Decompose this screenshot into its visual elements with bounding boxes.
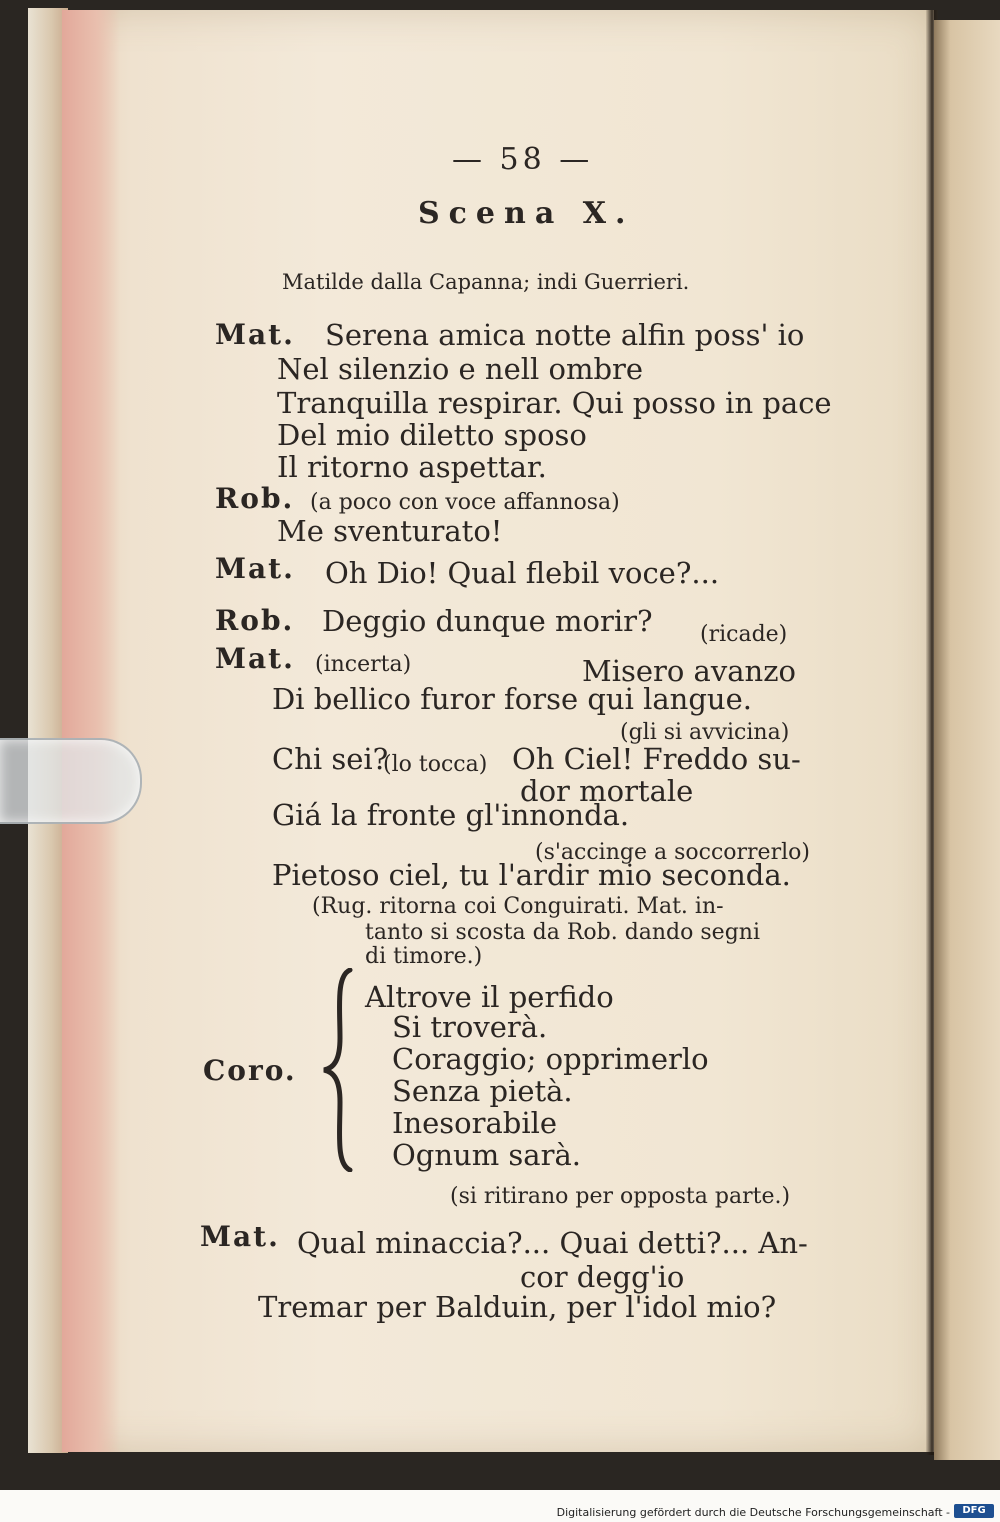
verse-line: cor degg'io xyxy=(520,1260,685,1294)
stage-direction: tanto si scosta da Rob. dando segni xyxy=(365,920,760,945)
stage-direction: di timore.) xyxy=(365,944,483,969)
verse-line: Chi sei? xyxy=(272,742,389,776)
scene-title: Scena X. xyxy=(418,196,635,231)
verse-line: Nel silenzio e nell ombre xyxy=(277,352,644,386)
stage-direction: (lo tocca) xyxy=(383,752,488,777)
stage-direction: (Rug. ritorna coi Conguirati. Mat. in- xyxy=(312,894,724,919)
page-number: — 58 — xyxy=(452,142,594,177)
speaker-label: Mat. xyxy=(215,642,295,675)
stage-direction: (ricade) xyxy=(700,622,788,647)
verse-line: Tranquilla respirar. Qui posso in pace xyxy=(277,386,832,420)
verse-line: Del mio diletto sposo xyxy=(277,418,587,452)
stage-direction: (gli si avvicina) xyxy=(620,720,790,745)
speaker-label: Rob. xyxy=(215,604,295,637)
speaker-label: Mat. xyxy=(200,1220,280,1253)
verse-line: dor mortale xyxy=(520,774,694,808)
chorus-verse: Ognum sarà. xyxy=(392,1138,581,1172)
verse-line: Misero avanzo xyxy=(582,654,796,688)
stage-setting: Matilde dalla Capanna; indi Guerrieri. xyxy=(282,270,690,294)
facing-page-edge xyxy=(934,20,1000,1460)
stage-direction: (si ritirano per opposta parte.) xyxy=(450,1184,791,1209)
chorus-brace xyxy=(320,968,360,1172)
chorus-verse: Inesorabile xyxy=(392,1106,558,1140)
stage-direction: (incerta) xyxy=(315,652,412,677)
verse-line: Serena amica notte alfin poss' io xyxy=(325,318,805,352)
verse-line: Giá la fronte gl'innonda. xyxy=(272,798,630,832)
chorus-speaker-label: Coro. xyxy=(203,1054,297,1087)
verse-line: Il ritorno aspettar. xyxy=(277,450,547,484)
verse-line: Di bellico furor forse qui langue. xyxy=(272,682,752,716)
speaker-label: Mat. xyxy=(215,552,295,585)
chorus-verse: Coraggio; opprimerlo xyxy=(392,1042,709,1076)
verse-line: Pietoso ciel, tu l'ardir mio seconda. xyxy=(272,858,791,892)
stage-direction: (s'accinge a soccorrerlo) xyxy=(535,840,810,865)
dfg-logo-icon: DFG xyxy=(954,1504,994,1518)
verse-line: Oh Ciel! Freddo su- xyxy=(512,742,801,776)
verse-line: Qual minaccia?... Quai detti?... An- xyxy=(297,1226,808,1260)
page-clip-tab xyxy=(0,738,142,824)
speaker-label: Rob. xyxy=(215,482,295,515)
verse-line: Tremar per Balduin, per l'idol mio? xyxy=(258,1290,777,1324)
stage-direction: (a poco con voce affannosa) xyxy=(310,490,620,515)
digitization-credit: Digitalisierung gefördert durch die Deutsche Forschungsgemeinschaft - xyxy=(556,1506,950,1519)
page-fore-edge xyxy=(62,10,120,1452)
chorus-verse: Si troverà. xyxy=(392,1010,548,1044)
chorus-verse: Altrove il perfido xyxy=(365,980,614,1014)
speaker-label: Mat. xyxy=(215,318,295,351)
verse-line: Oh Dio! Qual flebil voce?... xyxy=(325,556,720,590)
verse-line: Me sventurato! xyxy=(277,514,503,548)
verse-line: Deggio dunque morir? xyxy=(322,604,653,638)
chorus-verse: Senza pietà. xyxy=(392,1074,573,1108)
